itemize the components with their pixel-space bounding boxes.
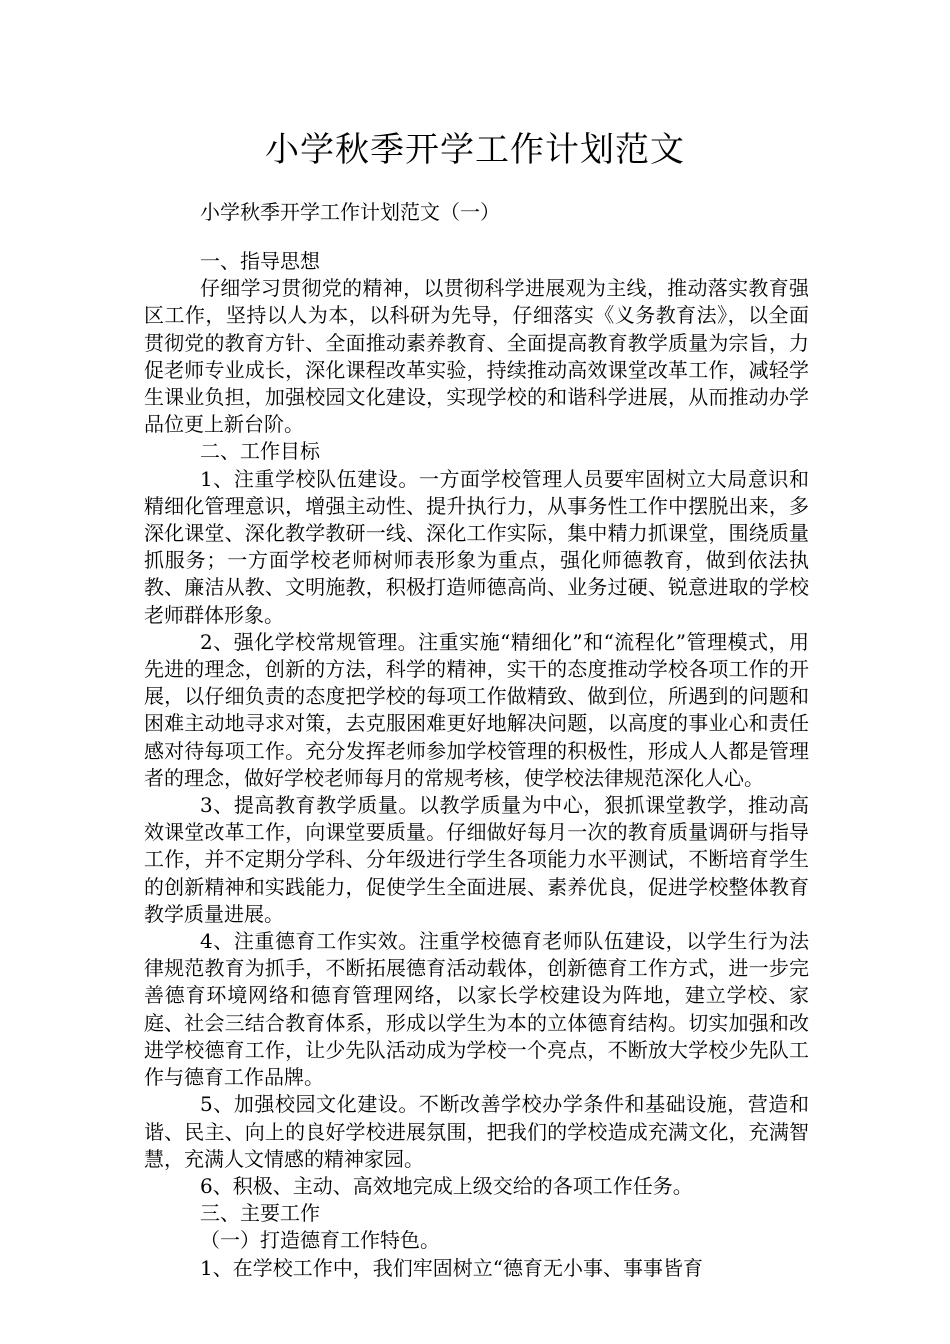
- paragraph-goal-5: 5、加强校园文化建设。不断改善学校办学条件和基础设施，营造和谐、民主、向上的良好学校进展氛围，把我们的学校造成充满文化，充满智慧，充满人文情感的精神家园。: [144, 1092, 809, 1171]
- paragraph-main-work-1: 1、在学校工作中，我们牢固树立“德育无小事、事事皆育: [200, 1255, 703, 1280]
- paragraph-goal-4: 4、注重德育工作实效。注重学校德育老师队伍建设，以学生行为法律规范教育为抓手，不断拓展德育活动载体，创新德育工作方式，进一步完善德育环境网络和德育管理网络，以家长学校建设为阵地，建立学校、家庭、社会三结合教育体系，形成以学生为本的立体德育结构。切实加强和改进学校德育工作，让少先队活动成为学校一个亮点，不断放大学校少先队工作与德育工作品牌。: [144, 929, 809, 1090]
- section-heading-main-work: 三、主要工作: [200, 1201, 320, 1226]
- paragraph-goal-2: 2、强化学校常规管理。注重实施“精细化”和“流程化”管理模式，用先进的理念，创新的方法，科学的精神，实干的态度推动学校各项工作的开展，以仔细负责的态度把学校的每项工作做精致、做到位，所遇到的问题和困难主动地寻求对策，去克服困难更好地解决问题，以高度的事业心和责任感对待每项工作。充分发挥老师参加学校管理的积极性，形成人人都是管理者的理念，做好学校老师每月的常规考核，使学校法律规范深化人心。: [144, 629, 809, 790]
- section-heading-guiding-ideology: 一、指导思想: [200, 249, 320, 273]
- document-title: 小学秋季开学工作计划范文: [265, 130, 685, 170]
- paragraph-goal-6: 6、积极、主动、高效地完成上级交给的各项工作任务。: [200, 1173, 693, 1198]
- section-heading-work-goals: 二、工作目标: [200, 439, 320, 464]
- paragraph-goal-3: 3、提高教育教学质量。以教学质量为中心，狠抓课堂教学，推动高效课堂改革工作，向课堂要质量。仔细做好每月一次的教育质量调研与指导工作，并不定期分学科、分年级进行学生各项能力水平测试，不断培育学生的创新精神和实践能力，促使学生全面进展、素养优良，促进学校整体教育教学质量进展。: [144, 793, 809, 926]
- paragraph-guiding-ideology: 仔细学习贯彻党的精神，以贯彻科学进展观为主线，推动落实教育强区工作，坚持以人为本，以科研为先导，仔细落实《义务教育法》，以全面贯彻党的教育方针、全面推动素养教育、全面提高教育教学质量为宗旨，力促老师专业成长，深化课程改革实验，持续推动高效课堂改革工作，减轻学生课业负担，加强校园文化建设，实现学校的和谐科学进展，从而推动办学品位更上新台阶。: [144, 276, 809, 437]
- subsection-heading-moral-education: （一）打造德育工作特色。: [200, 1228, 440, 1253]
- document-subtitle: 小学秋季开学工作计划范文（一）: [200, 200, 500, 224]
- document-body: [144, 248, 809, 1282]
- paragraph-goal-1: 1、注重学校队伍建设。一方面学校管理人员要牢固树立大局意识和精细化管理意识，增强主动性、提升执行力，从事务性工作中摆脱出来，多深化课堂、深化教学教研一线、深化工作实际，集中精力抓课堂，围绕质量抓服务；一方面学校老师树师表形象为重点，强化师德教育，做到依法执教、廉洁从教、文明施教，积极打造师德高尚、业务过硬、锐意进取的学校老师群体形象。: [144, 466, 809, 627]
